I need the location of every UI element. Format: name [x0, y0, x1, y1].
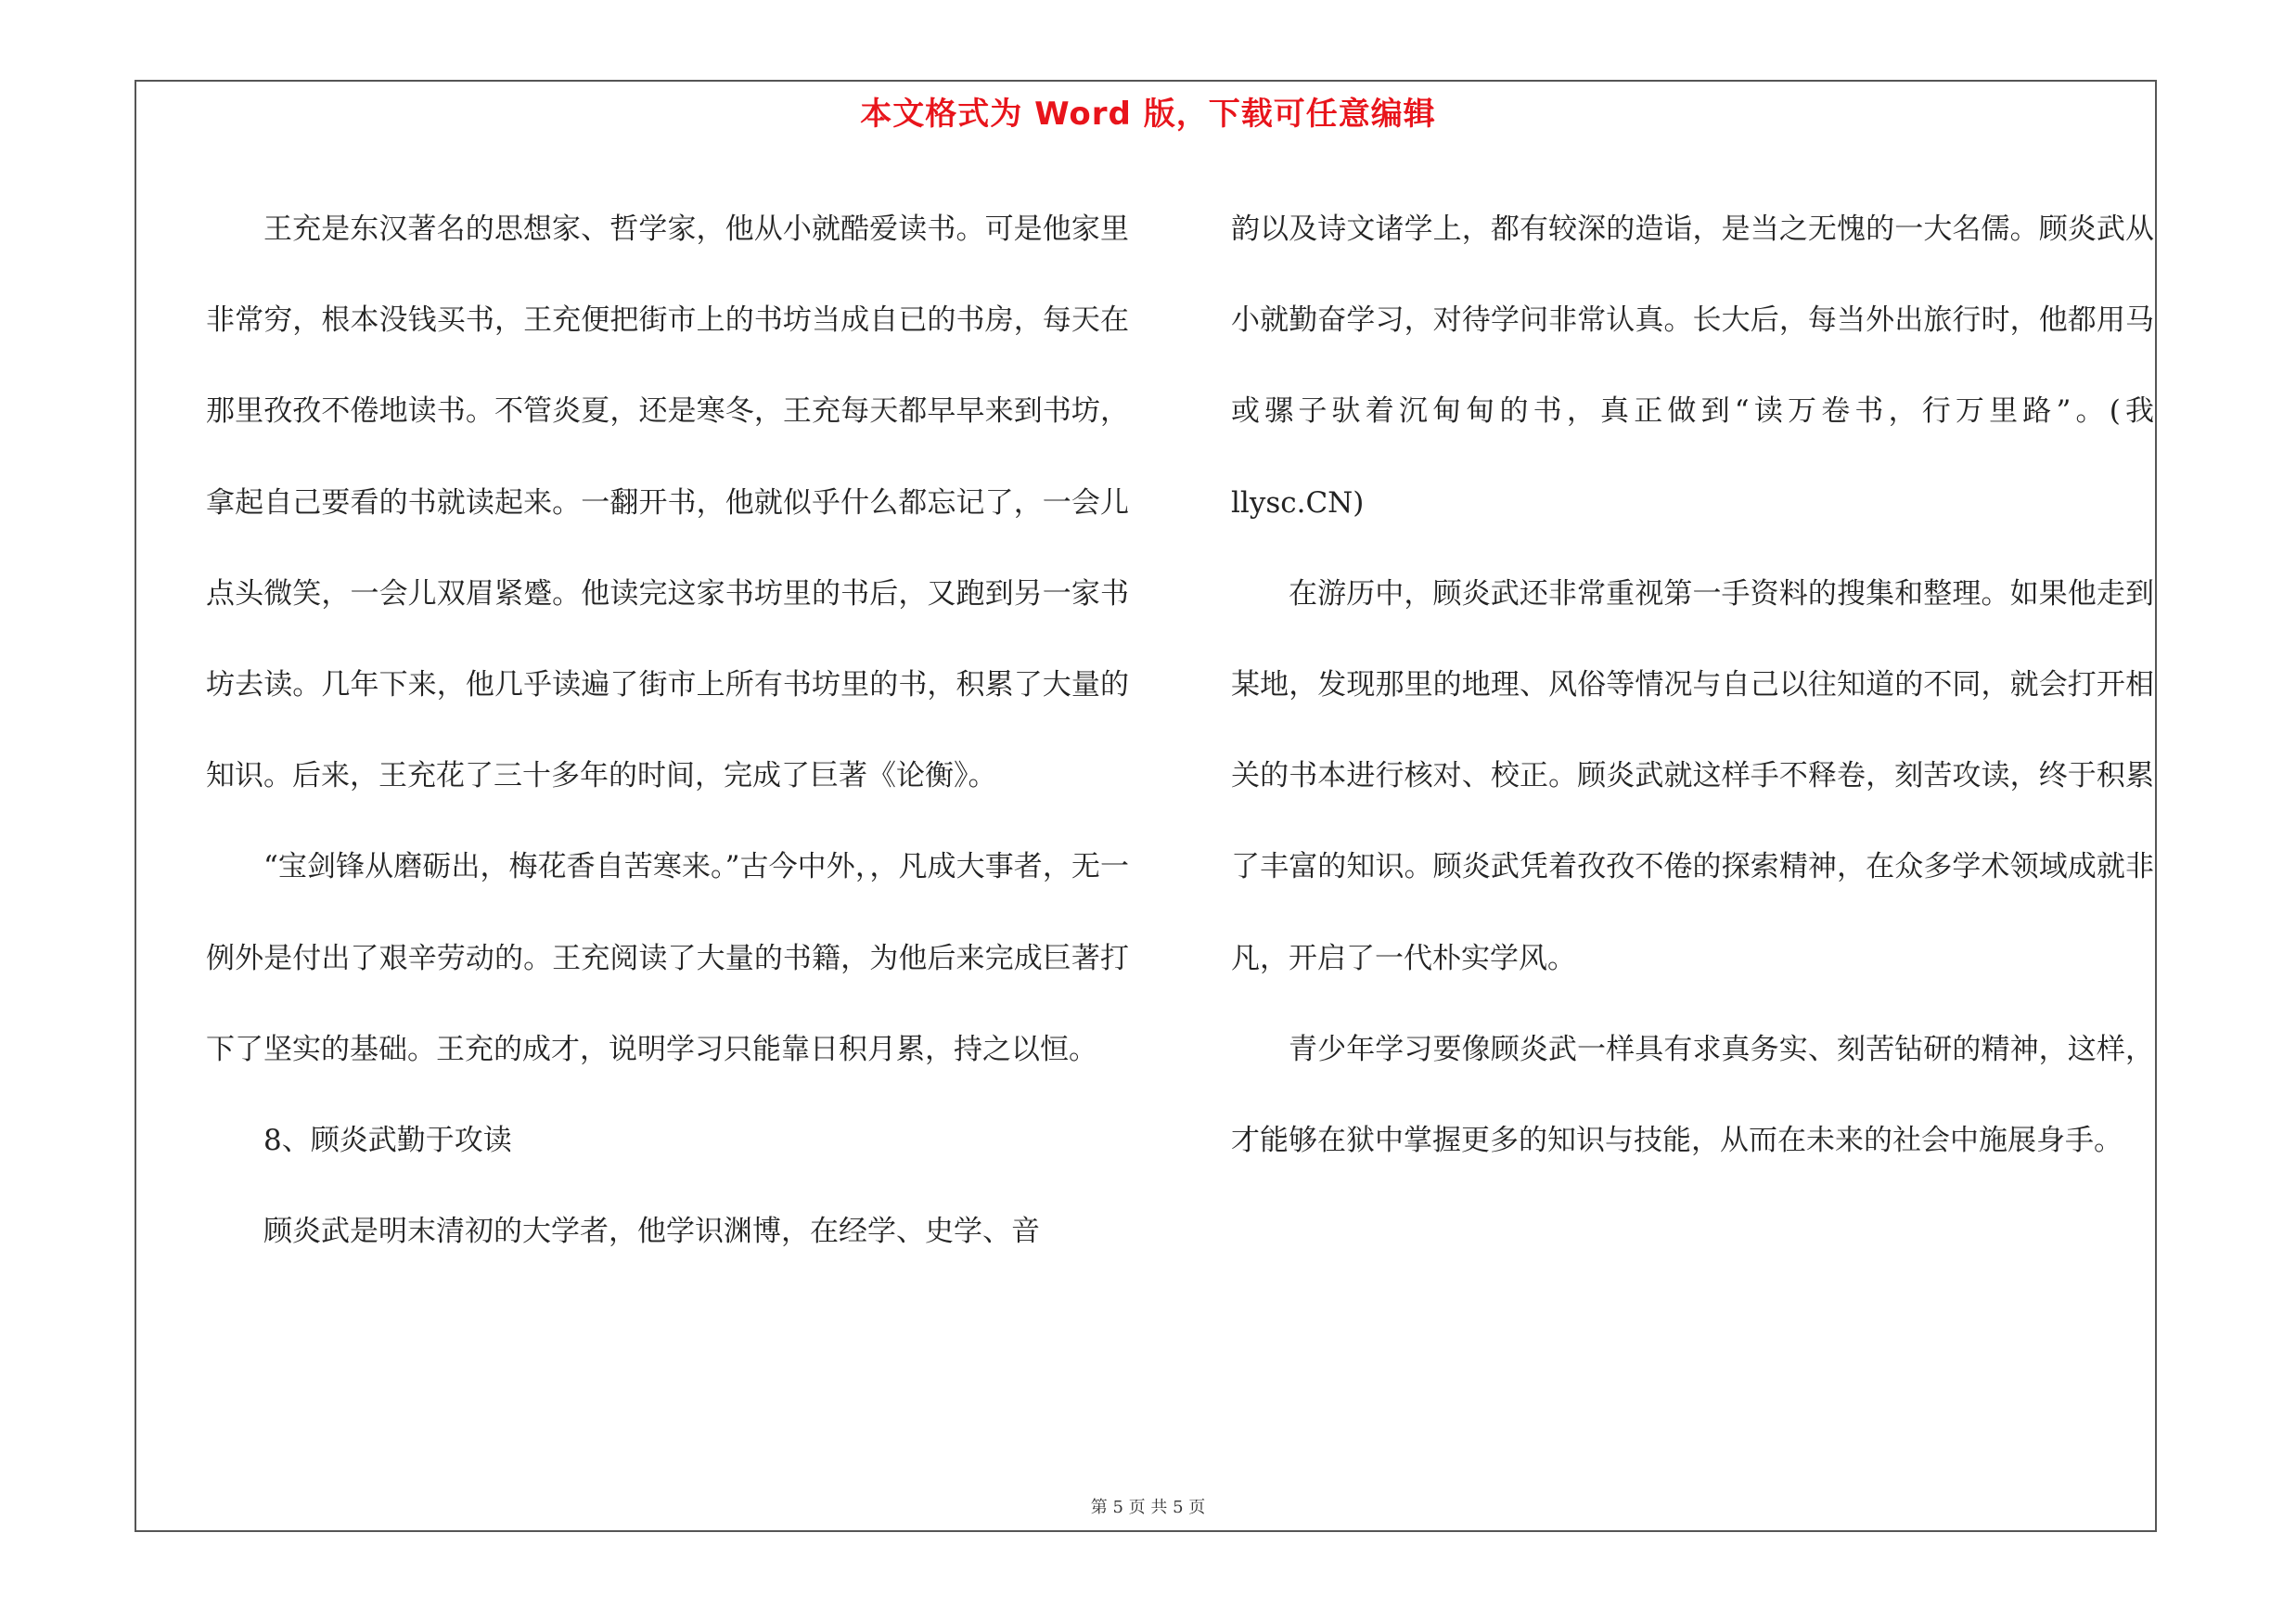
paragraph-gu-yanwu-travels: 在游历中，顾炎武还非常重视第一手资料的搜集和整理。如果他走到某地，发现那里的地理、风俗等情况与自己以往知道的不同，就会打开相关的书本进行核对、校正。顾炎武就这样手不释卷，刻苦攻读，终于积累了丰富的知识。顾炎武凭着孜孜不倦的探索精神，在众多学术领域成就非凡，开启了一代朴实学风。 — [1231, 576, 2154, 975]
paragraph-wangchong-story: 王充是东汉著名的思想家、哲学家，他从小就酷爱读书。可是他家里非常穷，根本没钱买书，王充便把街市上的书坊当成自已的书房，每天在那里孜孜不倦地读书。不管炎夏，还是寒冬，王充每天都早早来到书坊，拿起自己要看的书就读起来。一翻开书，他就似乎什么都忘记了，一会儿点头微笑，一会儿双眉紧蹙。他读完这家书坊里的书后，又跑到另一家书坊去读。几年下来，他几乎读遍了街市上所有书坊里的书，积累了大量的知识。后来，王充花了三十多年的时间，完成了巨著《论衡》。 — [206, 213, 1129, 793]
paragraph-gu-yanwu-continued: 韵以及诗文诸学上，都有较深的造诣，是当之无愧的一大名儒。顾炎武从小就勤奋学习，对待学问非常认真。长大后，每当外出旅行时，他都用马或骡子驮着沉甸甸的书，真正做到“读万卷书，行万里路”。(我 llysc.CN) — [1231, 213, 2154, 520]
section-heading-gu-yanwu: 8、顾炎武勤于攻读 — [263, 1124, 512, 1158]
paragraph-youth-lesson: 青少年学习要像顾炎武一样具有求真务实、刻苦钻研的精神，这样，才能够在狱中掌握更多的知识与技能，从而在未来的社会中施展身手。 — [1231, 1032, 2154, 1158]
paragraph-gu-yanwu-intro: 顾炎武是明末清初的大学者，他学识渊博，在经学、史学、音 — [263, 1215, 1040, 1249]
right-text-column — [1231, 184, 2154, 1186]
left-text-column — [206, 184, 1129, 1277]
word-format-banner: 本文格式为 Word 版，下载可任意编辑 — [860, 96, 1436, 133]
page-number: 第 5 页 共 5 页 — [1090, 1498, 1206, 1517]
paragraph-wangchong-lesson: “宝剑锋从磨砺出，梅花香自苦寒来。”古今中外，，凡成大事者，无一例外是付出了艰辛劳动的。王充阅读了大量的书籍，为他后来完成巨著打下了坚实的基础。王充的成才，说明学习只能靠日积月累，持之以恒。 — [206, 850, 1129, 1066]
